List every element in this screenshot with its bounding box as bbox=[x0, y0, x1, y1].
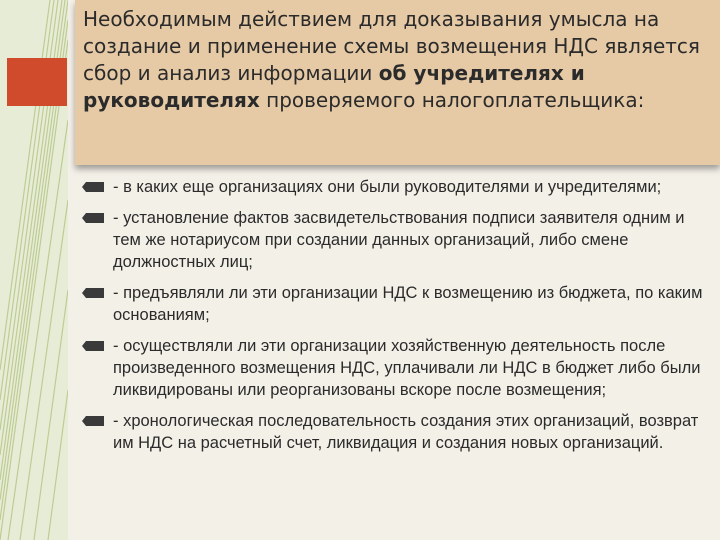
title-box bbox=[75, 0, 720, 165]
slide-title bbox=[83, 6, 713, 114]
list-item-text: - осуществляли ли эти организации хозяйственную деятельность после произведенного возмещения НДС, уплачивали ли НДС в бюджет либо были ликвидированы или реорганизованы вскоре после возмещения; bbox=[113, 337, 701, 399]
pencil-icon bbox=[82, 182, 104, 192]
list-item bbox=[80, 282, 716, 326]
list-item bbox=[80, 410, 716, 454]
list-item-text: - установление фактов засвидетельствования подписи заявителя одним и тем же нотариусом при создании данных организаций, либо смене должностных лиц; bbox=[113, 209, 685, 271]
pencil-icon bbox=[82, 341, 104, 351]
list-item-text: - предъявляли ли эти организации НДС к возмещению из бюджета, по каким основаниям; bbox=[113, 284, 703, 324]
title-part-2: проверяемого налогоплательщика: bbox=[259, 88, 645, 112]
list-item-text: - хронологическая последовательность создания этих организаций, возврат им НДС на расчетный счет, ликвидация и создания новых организаций. bbox=[113, 412, 699, 452]
title-part-1: Необходимым действием для доказывания умысла на создание и применение схемы возмещения НДС является сбор и анализ информации bbox=[83, 7, 700, 85]
list-item-text: - в каких еще организациях они были руководителями и учредителями; bbox=[113, 178, 662, 196]
list-item bbox=[80, 176, 716, 198]
pencil-icon bbox=[82, 416, 104, 426]
pencil-icon bbox=[82, 288, 104, 298]
list-item bbox=[80, 335, 716, 401]
title-bold-phrase: об учредителях и руководителях bbox=[83, 61, 585, 112]
bullet-list bbox=[80, 176, 716, 454]
list-item bbox=[80, 207, 716, 273]
pencil-icon bbox=[82, 213, 104, 223]
accent-bar bbox=[7, 58, 67, 106]
